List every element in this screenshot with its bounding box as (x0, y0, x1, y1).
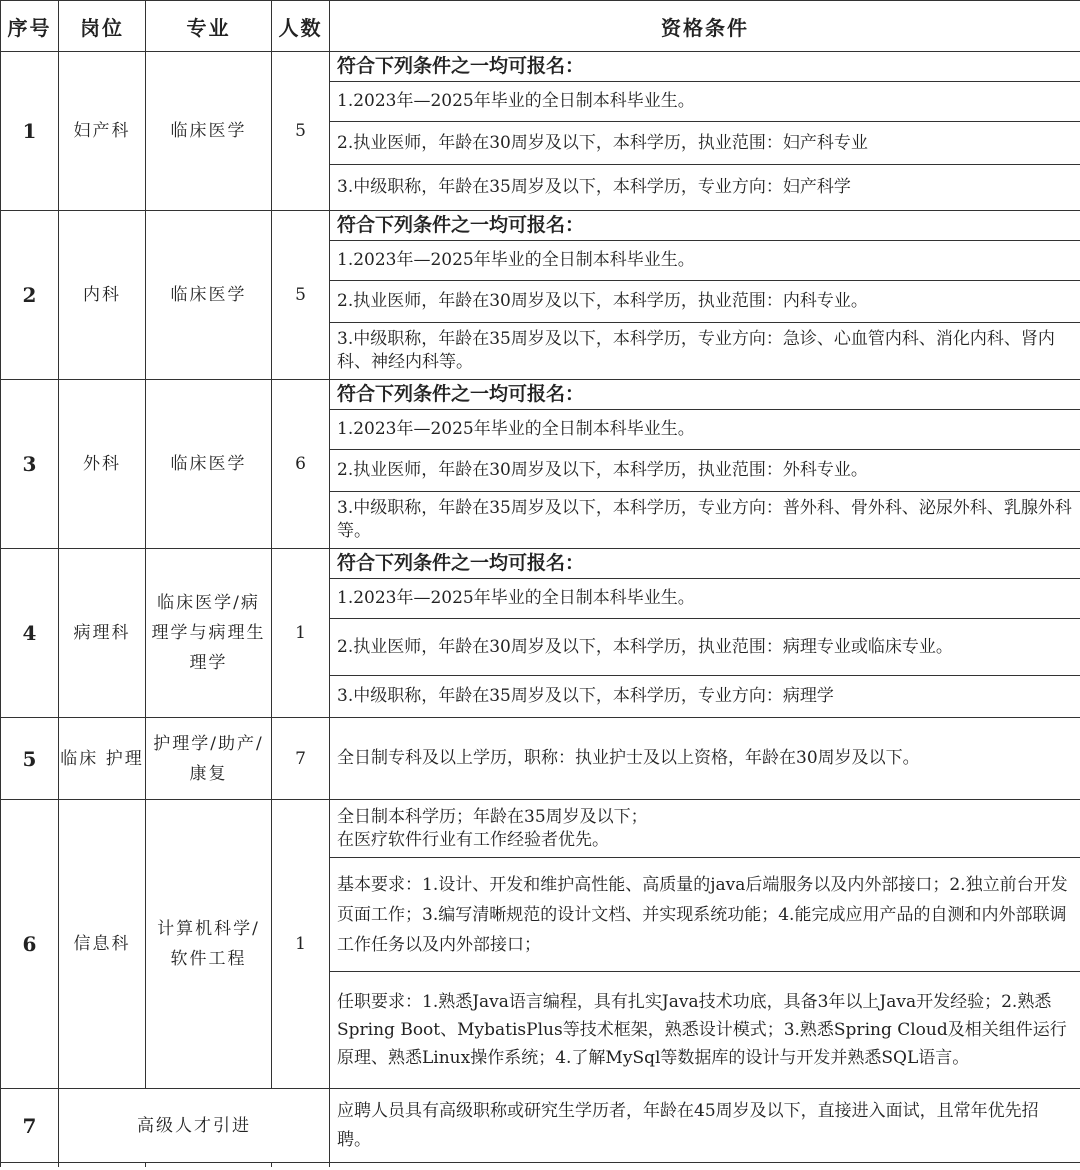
table-row (1, 549, 1080, 579)
position-cell: 临床 护理 (59, 718, 146, 800)
condition-item: 任职要求：1.熟悉Java语言编程，具有扎实Java技术功底，具备3年以上Java开发经验；2.熟悉Spring Boot、MybatisPlus等技术框架，熟悉设计模式；3.熟悉Spring Cloud及相关组件运行原理、熟悉Linux操作系统；4.了解MySql等数据库的设计与开发并熟悉SQL语言。 (330, 972, 1080, 1089)
condition-item: 应聘人员具有高级职称或研究生学历者，年龄在45周岁及以下，直接进入面试，且常年优先招聘。 (330, 1089, 1080, 1163)
trailing-row (1, 1163, 1080, 1168)
condition-heading: 符合下列条件之一均可报名： (330, 52, 1080, 82)
position-cell: 高级人才引进 (59, 1089, 330, 1163)
major-cell: 计算机科学/软件工程 (146, 800, 272, 1089)
position-cell: 外科 (59, 380, 146, 549)
count-cell: 6 (272, 380, 330, 549)
condition-item: 全日制本科学历；年龄在35周岁及以下； (337, 806, 648, 827)
count-cell: 5 (272, 211, 330, 380)
condition-item: 在医疗软件行业有工作经验者优先。 (337, 829, 609, 850)
seq-cell: 6 (1, 800, 59, 1089)
condition-item: 2.执业医师，年龄在30周岁及以下，本科学历，执业范围：妇产科专业 (330, 122, 1080, 165)
table-row (1, 1089, 1080, 1163)
count-cell: 1 (272, 800, 330, 1089)
condition-heading: 符合下列条件之一均可报名： (330, 211, 1080, 241)
condition-cell (330, 800, 1080, 858)
condition-item: 1.2023年—2025年毕业的全日制本科毕业生。 (330, 579, 1080, 619)
major-cell: 临床医学/病理学与病理生理学 (146, 549, 272, 718)
condition-item: 1.2023年—2025年毕业的全日制本科毕业生。 (330, 82, 1080, 122)
position-cell: 信息科 (59, 800, 146, 1089)
seq-cell: 3 (1, 380, 59, 549)
count-cell: 5 (272, 52, 330, 211)
seq-cell: 7 (1, 1089, 59, 1163)
condition-item: 全日制专科及以上学历，职称：执业护士及以上资格，年龄在30周岁及以下。 (330, 718, 1080, 800)
condition-heading: 符合下列条件之一均可报名： (330, 549, 1080, 579)
position-cell: 妇产科 (59, 52, 146, 211)
header-count: 人数 (272, 1, 330, 52)
seq-cell: 5 (1, 718, 59, 800)
condition-item: 3.中级职称，年龄在35周岁及以下，本科学历，专业方向：病理学 (330, 676, 1080, 718)
table-row (1, 380, 1080, 410)
condition-item: 1.2023年—2025年毕业的全日制本科毕业生。 (330, 410, 1080, 450)
position-cell: 内科 (59, 211, 146, 380)
condition-item: 基本要求：1.设计、开发和维护高性能、高质量的java后端服务以及内外部接口；2.独立前台开发页面工作；3.编写清晰规范的设计文档、并实现系统功能；4.能完成应用产品的自测和内外部联调工作任务以及内外部接口； (330, 858, 1080, 972)
major-cell: 护理学/助产/康复 (146, 718, 272, 800)
header-seq: 序号 (1, 1, 59, 52)
condition-item: 3.中级职称，年龄在35周岁及以下，本科学历，专业方向：妇产科学 (330, 165, 1080, 211)
count-cell: 7 (272, 718, 330, 800)
table-row (1, 800, 1080, 858)
major-cell: 临床医学 (146, 52, 272, 211)
seq-cell: 2 (1, 211, 59, 380)
header-position: 岗位 (59, 1, 146, 52)
condition-item: 2.执业医师，年龄在30周岁及以下，本科学历，执业范围：内科专业。 (330, 281, 1080, 323)
condition-item: 2.执业医师，年龄在30周岁及以下，本科学历，执业范围：外科专业。 (330, 450, 1080, 492)
condition-heading: 符合下列条件之一均可报名： (330, 380, 1080, 410)
table-row (1, 718, 1080, 800)
position-cell: 病理科 (59, 549, 146, 718)
seq-cell: 4 (1, 549, 59, 718)
condition-item: 2.执业医师，年龄在30周岁及以下，本科学历，执业范围：病理专业或临床专业。 (330, 619, 1080, 676)
condition-item: 3.中级职称，年龄在35周岁及以下，本科学历，专业方向：急诊、心血管内科、消化内科、肾内科、神经内科等。 (330, 323, 1080, 380)
table-row (1, 211, 1080, 241)
header-major: 专业 (146, 1, 272, 52)
condition-item: 1.2023年—2025年毕业的全日制本科毕业生。 (330, 241, 1080, 281)
count-cell: 1 (272, 549, 330, 718)
major-cell: 临床医学 (146, 380, 272, 549)
seq-cell: 1 (1, 52, 59, 211)
table-row (1, 52, 1080, 82)
condition-item: 3.中级职称，年龄在35周岁及以下，本科学历，专业方向：普外科、骨外科、泌尿外科、乳腺外科等。 (330, 492, 1080, 549)
major-cell: 临床医学 (146, 211, 272, 380)
header-row (1, 1, 1080, 52)
header-qualification: 资格条件 (330, 1, 1080, 52)
